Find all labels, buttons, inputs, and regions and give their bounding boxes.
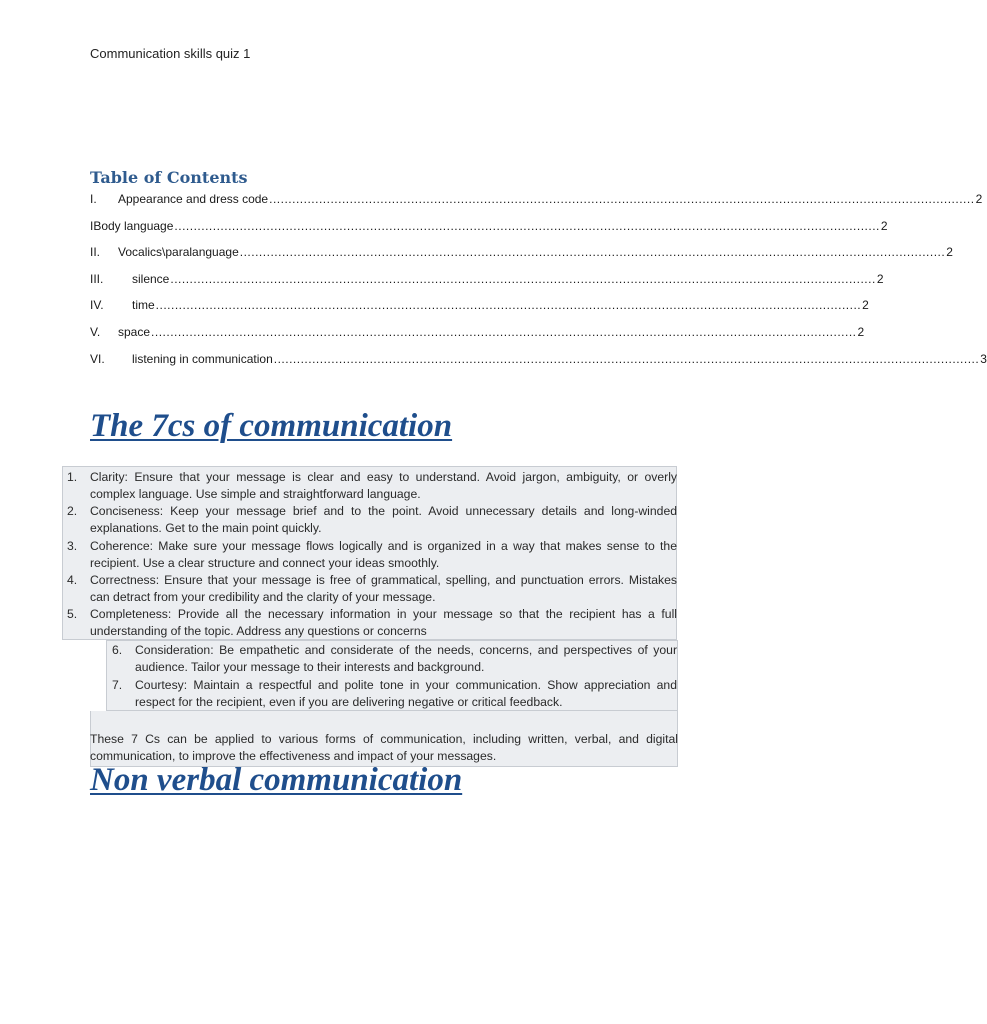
toc-entry[interactable] xyxy=(90,192,983,219)
section-heading-nonverbal: Non verbal communication xyxy=(90,762,463,798)
toc-entry-page: 2 xyxy=(876,271,884,286)
toc-entry-number: VI. xyxy=(90,351,105,366)
toc-entry-text: silence xyxy=(132,271,170,286)
list-item: Completeness: Provide all the necessary information in your message so that the recipient has a full understanding of the topic. Address any questions or concerns xyxy=(90,607,677,638)
toc-leader-dots: ........................................................................................................................................................................................ xyxy=(269,192,975,206)
list-item-number: 4. xyxy=(67,573,78,587)
toc-entry-text: IBody language xyxy=(90,218,174,233)
toc-leader-dots: ........................................................................................................................................................................................ xyxy=(170,271,876,286)
summary-paragraph: These 7 Cs can be applied to various forms of communication, including written, verbal, and digital communication, to improve the effectiveness and impact of your messages. xyxy=(90,732,678,763)
toc-entry-number: V. xyxy=(90,324,101,339)
list-item: Courtesy: Maintain a respectful and polite tone in your communication. Show appreciation and respect for the recipient, even if you are delivering negative or critical feedback. xyxy=(135,678,677,709)
list-item-number: 6. xyxy=(112,643,123,657)
toc-leader-dots: ........................................................................................................................................................................................ xyxy=(239,245,946,260)
toc-entry[interactable] xyxy=(90,218,888,246)
toc-entry-page: 2 xyxy=(880,218,888,233)
list-item: Coherence: Make sure your message flows logically and is organized in a way that makes sense to the recipient. Use a clear structure and connect your ideas smoothly. xyxy=(90,539,677,570)
toc-entry-page: 3 xyxy=(980,351,987,366)
toc-entry-text: listening in communication xyxy=(132,351,273,366)
toc-entry-number: II. xyxy=(90,245,101,260)
toc-entry[interactable] xyxy=(90,298,869,325)
toc-leader-dots: ........................................................................................................................................................................................ xyxy=(151,324,857,339)
toc-entry-page: 2 xyxy=(857,324,865,339)
list-item: Clarity: Ensure that your message is clear and easy to understand. Avoid jargon, ambiguity, or overly complex language. Use simple and straightforward language. xyxy=(90,470,677,501)
toc-entry-number: III. xyxy=(90,271,104,286)
toc-entry[interactable] xyxy=(90,351,987,379)
toc-leader-dots: ........................................................................................................................................................................................ xyxy=(174,218,880,233)
list-item: Correctness: Ensure that your message is free of grammatical, spelling, and punctuation errors. Mistakes can detract from your credibility and the clarity of your message. xyxy=(90,573,677,604)
toc-entry[interactable] xyxy=(90,245,953,272)
toc-title: Table of Contents xyxy=(90,168,248,187)
toc-entry-number: I. xyxy=(90,192,97,206)
table-of-contents xyxy=(90,192,987,378)
toc-entry-text: Vocalics\paralanguage xyxy=(118,245,239,260)
list-item-number: 5. xyxy=(67,607,78,621)
toc-entry-text: Appearance and dress code xyxy=(118,192,269,206)
section-heading-7cs: The 7cs of communication xyxy=(90,408,453,444)
document-header: Communication skills quiz 1 xyxy=(90,46,251,61)
toc-entry-text: space xyxy=(118,324,151,339)
toc-leader-dots: ........................................................................................................................................................................................ xyxy=(273,351,980,366)
list-item-number: 7. xyxy=(112,678,123,692)
toc-entry-page: 2 xyxy=(862,298,869,313)
toc-entry[interactable] xyxy=(90,324,865,352)
toc-entry-page: 2 xyxy=(975,192,983,206)
toc-entry[interactable] xyxy=(90,271,884,299)
list-item: Conciseness: Keep your message brief and to the point. Avoid unnecessary details and long-winded explanations. Get to the main point quickly. xyxy=(90,504,677,535)
list-item: Consideration: Be empathetic and considerate of the needs, concerns, and perspectives of your audience. Tailor your message to their interests and background. xyxy=(135,643,677,674)
list-item-number: 3. xyxy=(67,539,78,553)
list-item-number: 2. xyxy=(67,504,78,518)
toc-leader-dots: ........................................................................................................................................................................................ xyxy=(155,298,862,313)
list-item-number: 1. xyxy=(67,470,78,484)
toc-entry-text: time xyxy=(132,298,155,313)
toc-entry-number: IV. xyxy=(90,298,104,313)
toc-entry-page: 2 xyxy=(946,245,953,260)
